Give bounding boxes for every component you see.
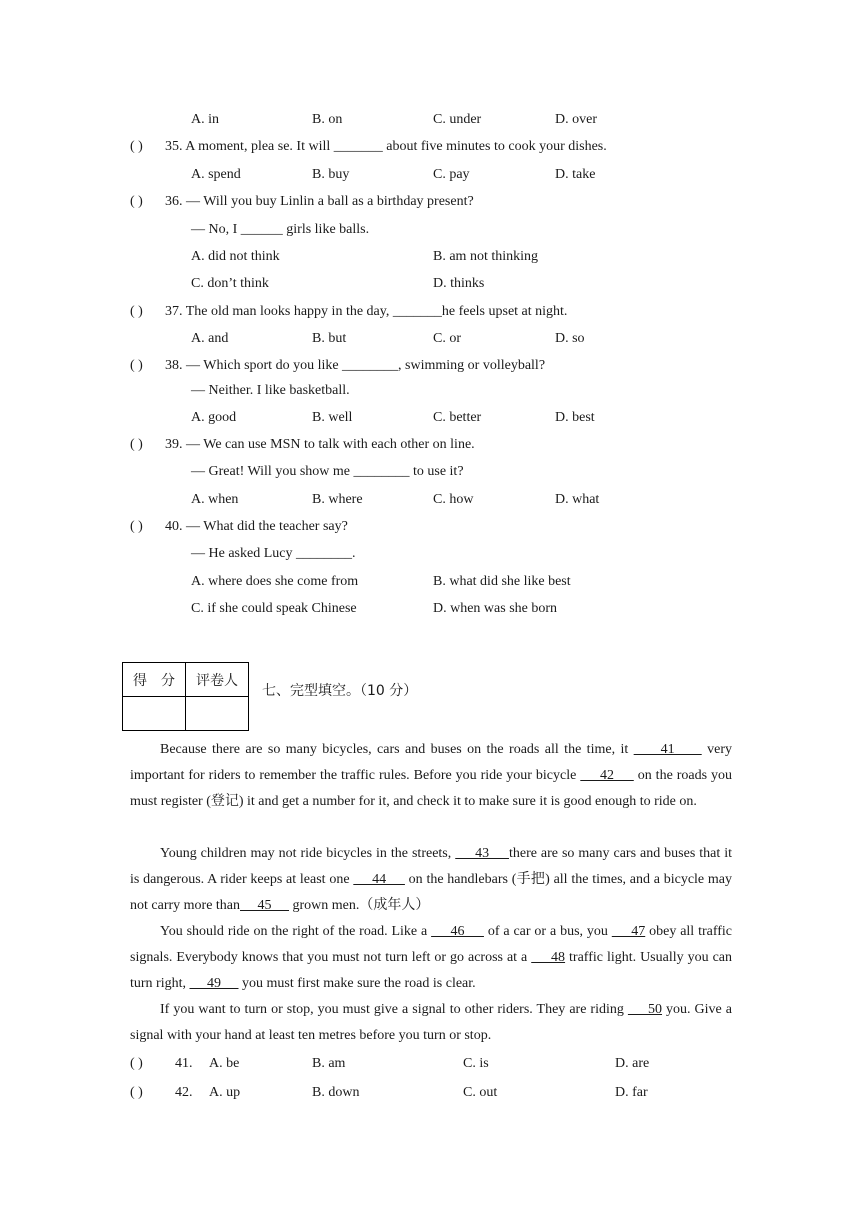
passage-paragraph-4: If you want to turn or stop, you must give a signal to other riders. They are riding 50 you. Give a signal with your hand at least ten metres before you turn or stop. (130, 1002, 733, 1043)
q36-option-c: C. don’t think (191, 276, 269, 291)
q36-option-a: A. did not think (191, 249, 280, 264)
q40-option-c: C. if she could speak Chinese (191, 601, 357, 616)
q42-option-a: A. up (209, 1085, 241, 1100)
passage-paragraph-2: Young children may not ride bicycles in the streets, 43 there are so many cars and buses that it is dangerous. A rider keeps at least one 44 on the handlebars (手把) all the times, and a bicycle may not carry more than 45 grown men.（成年人） (130, 846, 733, 913)
q40-reply: — He asked Lucy ________. (191, 546, 356, 561)
q37-option-c: C. or (433, 331, 461, 346)
q42-option-d: D. far (615, 1085, 648, 1100)
q40-option-a: A. where does she come from (191, 574, 359, 589)
q35-option-d: D. take (555, 167, 596, 182)
blank-48[interactable]: 48 (531, 950, 566, 965)
blank-41[interactable]: 41 (633, 742, 702, 757)
q39-option-a: A. when (191, 492, 239, 507)
blank-50[interactable]: 50 (627, 1002, 663, 1017)
grader-label: 评卷人 (186, 663, 249, 697)
q42-option-c: C. out (463, 1085, 498, 1100)
q39-option-c: C. how (433, 492, 474, 507)
q36-option-b: B. am not thinking (433, 249, 538, 264)
q34-option-c: C. under (433, 112, 482, 127)
score-table (122, 662, 249, 731)
blank-42[interactable]: 42 (580, 768, 634, 783)
q37-stem: 37. The old man looks happy in the day, _______he feels upset at night. (165, 304, 568, 319)
q38-stem: 38. — Which sport do you like ________, swimming or volleyball? (165, 358, 546, 373)
q42-option-b: B. down (312, 1085, 360, 1100)
q39-answer-paren[interactable]: ( ) (130, 437, 143, 452)
q41-option-b: B. am (312, 1056, 346, 1071)
q39-option-d: D. what (555, 492, 600, 507)
blank-47[interactable]: 47 (611, 924, 646, 939)
q37-option-d: D. so (555, 331, 585, 346)
q37-option-b: B. but (312, 331, 347, 346)
q39-option-b: B. where (312, 492, 363, 507)
grader-cell[interactable] (186, 697, 249, 731)
q38-reply: — Neither. I like basketball. (191, 383, 350, 398)
score-cell[interactable] (123, 697, 186, 731)
q39-stem: 39. — We can use MSN to talk with each other on line. (165, 437, 475, 452)
q36-option-d: D. thinks (433, 276, 485, 291)
q37-answer-paren[interactable]: ( ) (130, 304, 143, 319)
q35-option-c: C. pay (433, 167, 470, 182)
score-label: 得 分 (123, 663, 186, 697)
q38-option-a: A. good (191, 410, 237, 425)
passage-paragraph-1: Because there are so many bicycles, cars and buses on the roads all the time, it 41 very important for riders to remember the traffic rules. Before you ride your bicycle 42 on the roads you must register (登记) it and get a number for it, and check it to make sure it is good enough to ride on. (130, 742, 733, 809)
q40-option-b: B. what did she like best (433, 574, 571, 589)
q35-option-b: B. buy (312, 167, 350, 182)
section-title: 七、完型填空。（10 分） (262, 683, 418, 699)
q41-option-c: C. is (463, 1056, 489, 1071)
blank-44[interactable]: 44 (353, 872, 405, 887)
q34-option-d: D. over (555, 112, 597, 127)
q34-option-b: B. on (312, 112, 343, 127)
blank-43[interactable]: 43 (455, 846, 509, 861)
q35-stem: 35. A moment, plea se. It will _______ about five minutes to cook your dishes. (165, 139, 607, 154)
q41-answer-paren[interactable]: ( ) (130, 1056, 143, 1071)
q36-reply: — No, I ______ girls like balls. (191, 222, 370, 237)
q36-answer-paren[interactable]: ( ) (130, 194, 143, 209)
q38-answer-paren[interactable]: ( ) (130, 358, 143, 373)
q42-number: 42. (175, 1085, 193, 1100)
q40-answer-paren[interactable]: ( ) (130, 519, 143, 534)
q41-option-a: A. be (209, 1056, 240, 1071)
q38-option-c: C. better (433, 410, 482, 425)
q38-option-b: B. well (312, 410, 353, 425)
q42-answer-paren[interactable]: ( ) (130, 1085, 143, 1100)
q35-option-a: A. spend (191, 167, 241, 182)
q38-option-d: D. best (555, 410, 595, 425)
q41-number: 41. (175, 1056, 193, 1071)
q41-option-d: D. are (615, 1056, 650, 1071)
q39-reply: — Great! Will you show me ________ to use it? (191, 464, 464, 479)
q34-option-a: A. in (191, 112, 219, 127)
passage-paragraph-3: You should ride on the right of the road. Like a 46 of a car or a bus, you 47 obey all traffic signals. Everybody knows that you must not turn left or go across at a 48 traffic light. Usually you can turn right, 49 you must first make sure the road is clear. (130, 924, 733, 991)
blank-46[interactable]: 46 (431, 924, 484, 939)
blank-45[interactable]: 45 (240, 898, 290, 913)
q35-answer-paren[interactable]: ( ) (130, 139, 143, 154)
q40-option-d: D. when was she born (433, 601, 558, 616)
q36-stem: 36. — Will you buy Linlin a ball as a birthday present? (165, 194, 474, 209)
q40-stem: 40. — What did the teacher say? (165, 519, 348, 534)
blank-49[interactable]: 49 (189, 976, 239, 991)
q37-option-a: A. and (191, 331, 229, 346)
